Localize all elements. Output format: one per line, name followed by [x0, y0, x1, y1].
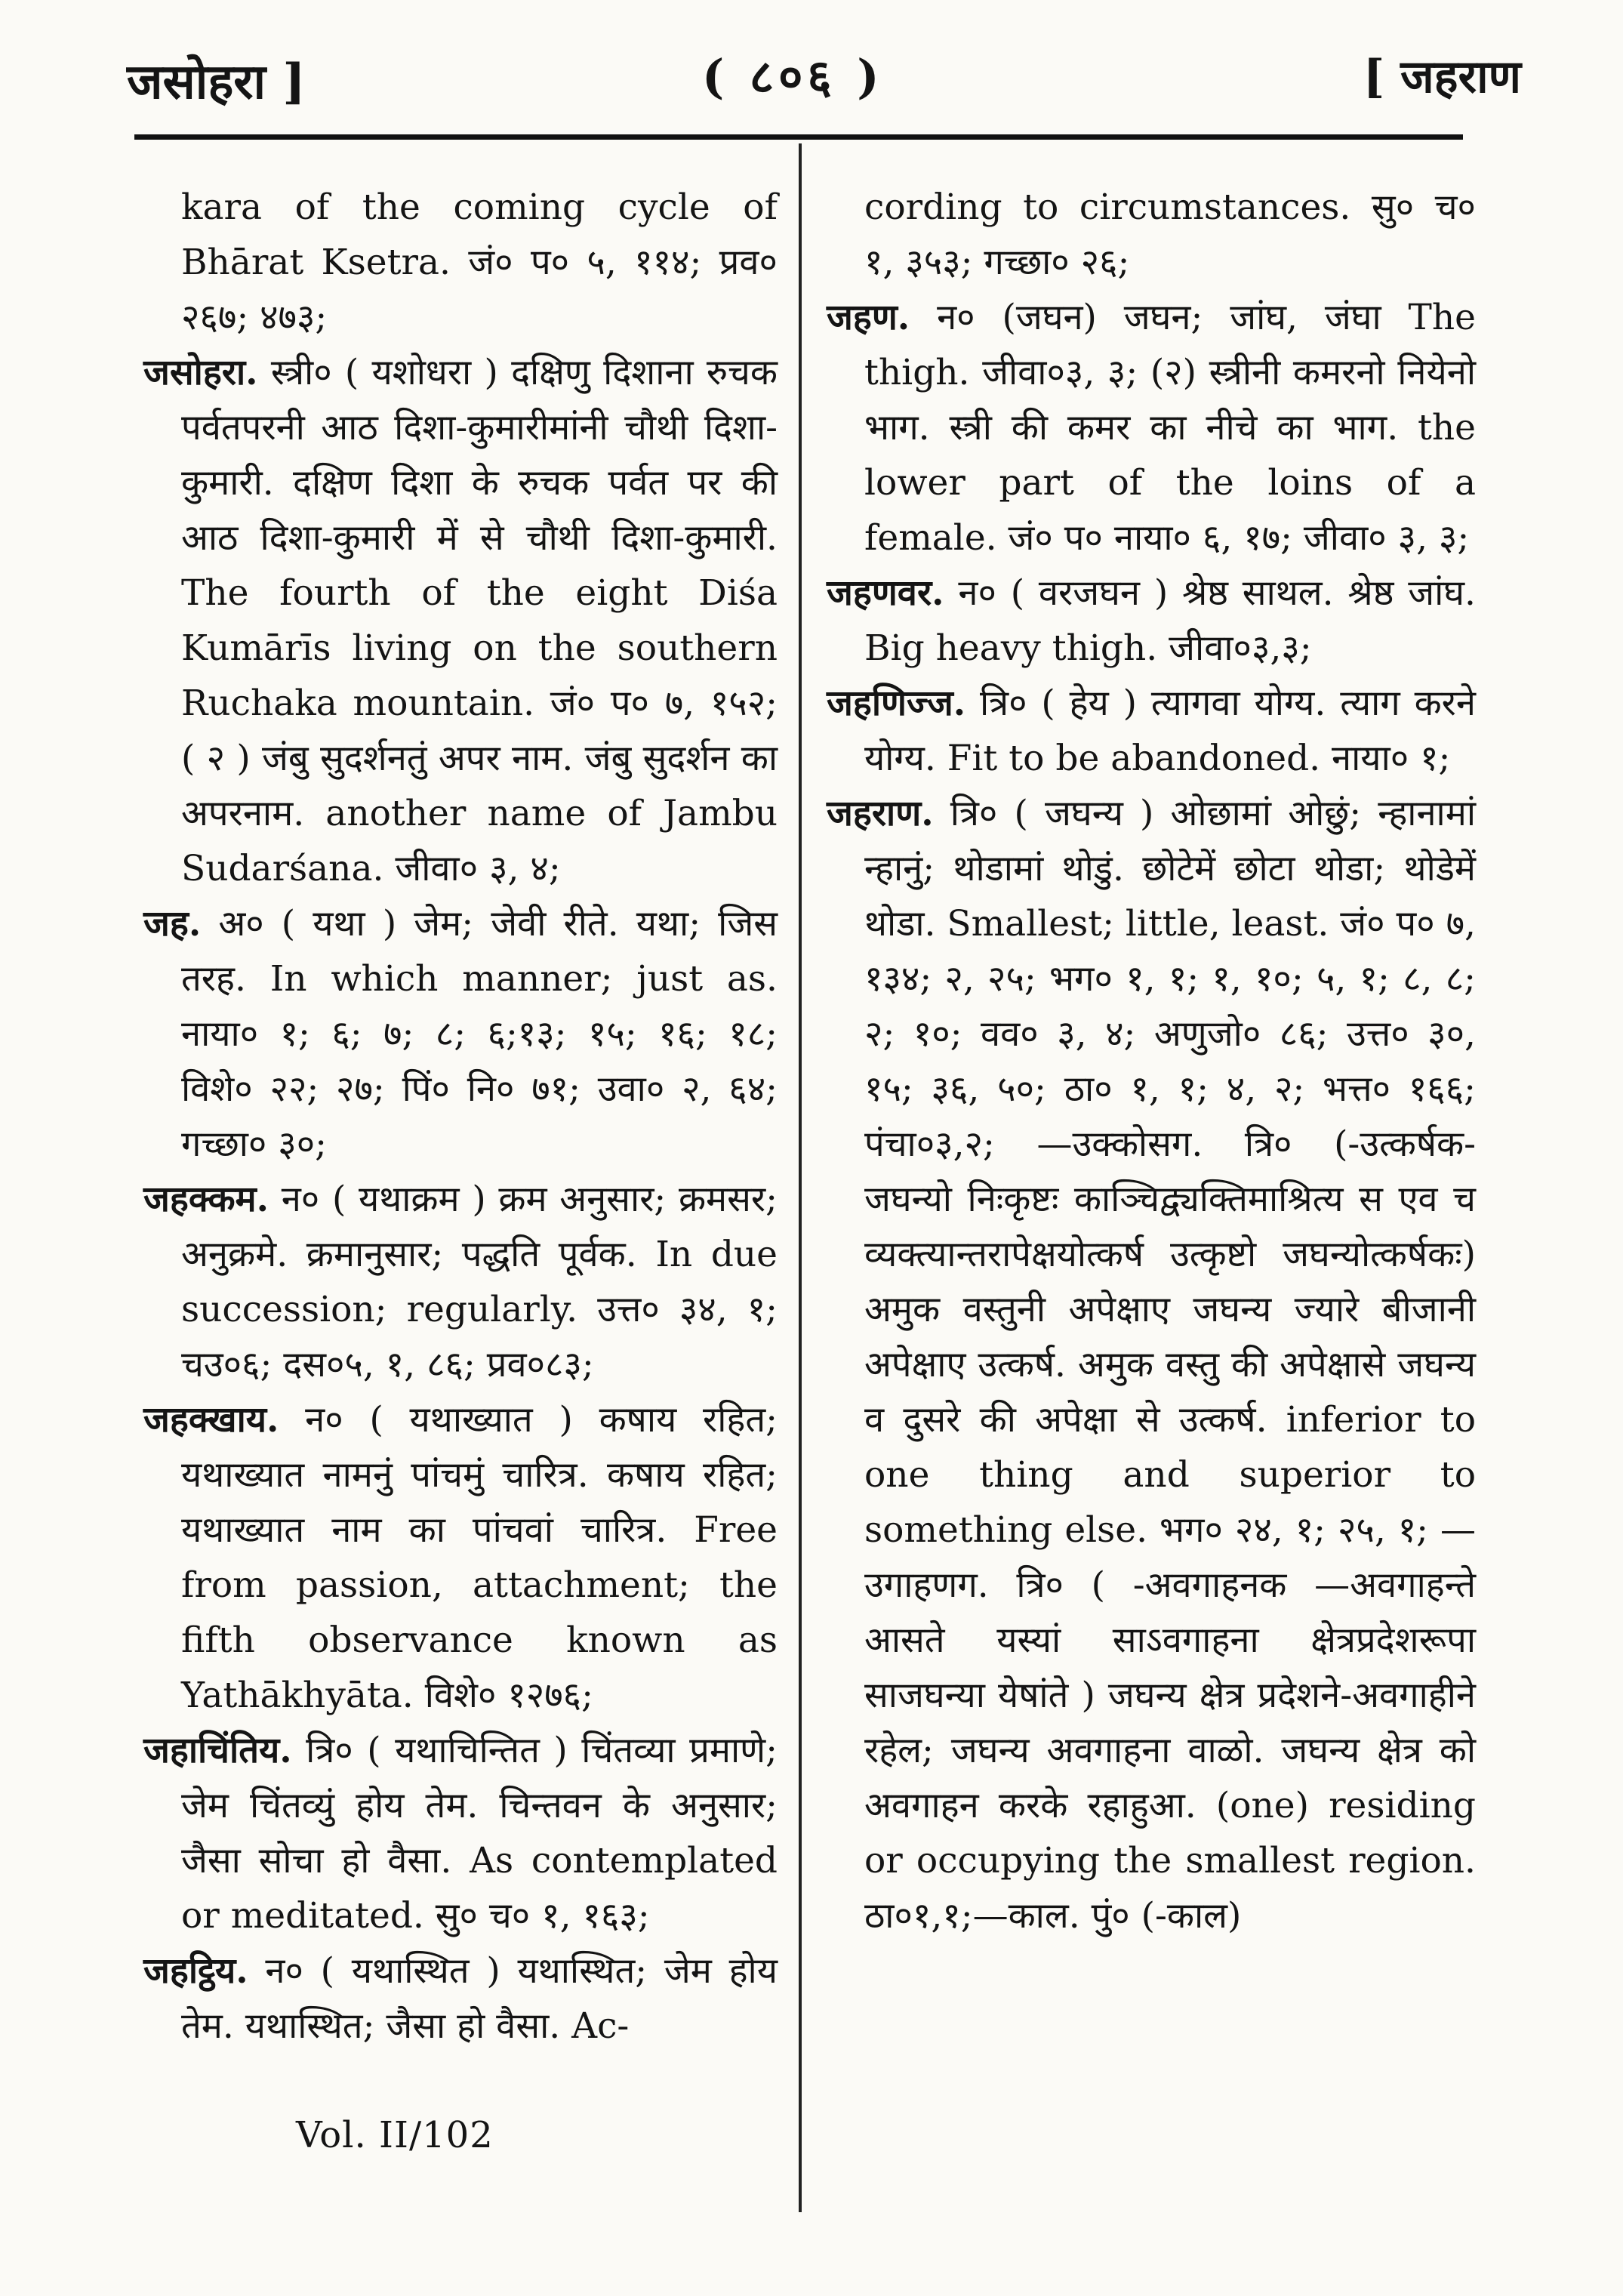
headword: जसोहरा.	[143, 352, 258, 393]
entry-body: न० ( वरजघन ) श्रेष्ठ साथल. श्रेष्ठ जांघ. Big heavy thigh. जीवा०३,३;	[864, 572, 1476, 669]
headword: जहणवर.	[827, 572, 944, 614]
running-head-left: जसोहरा ]	[127, 54, 306, 110]
dictionary-entry	[143, 345, 778, 896]
dictionary-entry	[143, 1172, 778, 1392]
headword: जहक्कम.	[143, 1179, 269, 1220]
dictionary-entry	[827, 290, 1476, 566]
running-head-right: [ जहराण	[1363, 51, 1521, 103]
entry-body: न० ( यथाख्यात ) कषाय रहित; यथाख्यात नामनुं पांचमुं चारित्र. कषाय रहित; यथाख्यात नाम का पांचवां चारित्र. Free from passion, attachment; the fifth observance known as Yathākhyāta. विशे० १२७६;	[181, 1399, 778, 1716]
dictionary-entry	[143, 1392, 778, 1723]
entry-body: न० ( यथाक्रम ) क्रम अनुसार; क्रमसर; अनुक्रमे. क्रमानुसार; पद्धति पूर्वक. In due succession; regularly. उत्त० ३४, १; चउ०६; दस०५, १, ८६; प्रव०८३;	[181, 1179, 778, 1385]
entry-body: अ० ( यथा ) जेम; जेवी रीते. यथा; जिस तरह. In which manner; just as. नाया० १; ६; ७; ८; ६;१३; १५; १६; १८; विशे० २२; २७; पिं० नि० ७१; उवा० २, ६४; गच्छा० ३०;	[181, 903, 778, 1165]
right-column	[827, 180, 1476, 1943]
entry-body: न० ( यथास्थित ) यथास्थित; जेम होय तेम. यथास्थित; जैसा हो वैसा. Ac-	[181, 1950, 778, 2047]
volume-footer: Vol. II/102	[296, 2114, 494, 2156]
dictionary-entry	[143, 1943, 778, 2054]
continued-text: kara of the coming cycle of Bhārat Ksetra. जं० प० ५, ११४; प्रव० २६७; ४७३;	[181, 186, 778, 338]
headword: जहाचिंतिय.	[143, 1730, 292, 1771]
headword: जहराण.	[827, 793, 934, 834]
entry-body: त्रि० ( जघन्य ) ओछामां ओछुं; न्हानामां न्हानुं; थोडामां थोडुं. छोटेमें छोटा थोडा; थोडेमें थोडा. Smallest; little, least. जं० प० ७, १३४; २, २५; भग० १, १; १, १०; ५, १; ८, ८; २; १०; वव० ३, ४; अणुजो० ८६; उत्त० ३०, १५; ३६, ५०; ठा० १, १; ४, २; भत्त० १६६; पंचा०३,२; —उक्कोसग. त्रि० (-उत्कर्षक- जघन्यो निःकृष्टः काञ्चिद्व्यक्तिमाश्रित्य स एव च व्यक्त्यान्तरापेक्षयोत्कर्ष उत्कृष्टो जघन्योत्कर्षकः) अमुक वस्तुनी अपेक्षाए जघन्य ज्यारे बीजानी अपेक्षाए उत्कर्ष. अमुक वस्तु की अपेक्षासे जघन्य व दुसरे की अपेक्षा से उत्कर्ष. inferior to one thing and superior to something else. भग० २४, १; २५, १; —उगाहणग. त्रि० ( -अवगाहनक —अवगाहन्ते आसते यस्यां साऽवगाहना क्षेत्रप्रदेशरूपा साजघन्या येषांते ) जघन्य क्षेत्र प्रदेशने-अवगाहीने रहेल; जघन्य अवगाहना वाळो. जघन्य क्षेत्र को अवगाहन करके रहाहुआ. (one) residing or occupying the smallest region. ठा०१,१;—काल. पुं० (-काल)	[864, 793, 1476, 1937]
left-column	[143, 180, 778, 2054]
dictionary-entry	[827, 566, 1476, 676]
headword: जहट्ठिय.	[143, 1950, 248, 1992]
entry-body: त्रि० ( हेय ) त्यागवा योग्य. त्याग करने योग्य. Fit to be abandoned. नाया० १;	[864, 683, 1476, 779]
headword: जहणिज्ज.	[827, 683, 966, 724]
entry-body: न० (जघन) जघन; जांघ, जंघा The thigh. जीवा०३, ३; (२) स्त्रीनी कमरनो नियेनो भाग. स्त्री की कमर का नीचे का भाग. the lower part of the loins of a female. जं० प० नाया० ६, १७; जीवा० ३, ३;	[864, 297, 1476, 559]
dictionary-entry	[827, 786, 1476, 1943]
dictionary-entry	[143, 896, 778, 1172]
page-header	[0, 39, 1623, 122]
headword: जहण.	[827, 297, 910, 338]
entry-body: स्त्री० ( यशोधरा ) दक्षिणु दिशाना रुचक पर्वतपरनी आठ दिशा-कुमारीमांनी चौथी दिशा-कुमारी. दक्षिण दिशा के रुचक पर्वत पर की आठ दिशा-कुमारी में से चौथी दिशा-कुमारी. The fourth of the eight Diśa Kumārīs living on the southern Ruchaka mountain. जं० प० ७, १५२; ( २ ) जंबु सुदर्शनतुं अपर नाम. जंबु सुदर्शन का अपरनाम. another name of Jambu Sudarśana. जीवा० ३, ४;	[181, 352, 778, 889]
dictionary-entry	[143, 1723, 778, 1943]
column-divider	[799, 143, 802, 2212]
headword: जहक्खाय.	[143, 1399, 279, 1441]
entry-body: त्रि० ( यथाचिन्तित ) चिंतव्या प्रमाणे; जेम चिंतव्युं होय तेम. चिन्तवन के अनुसार; जैसा सोचा हो वैसा. As contemplated or meditated. सु० च० १, १६३;	[181, 1730, 778, 1937]
header-rule	[134, 134, 1463, 140]
continued-text: cording to circumstances. सु० च० १, ३५३; गच्छा० २६;	[864, 186, 1476, 283]
headword: जह.	[143, 903, 202, 945]
dictionary-entry	[827, 676, 1476, 786]
page-number: ( ८०६ )	[702, 49, 884, 104]
